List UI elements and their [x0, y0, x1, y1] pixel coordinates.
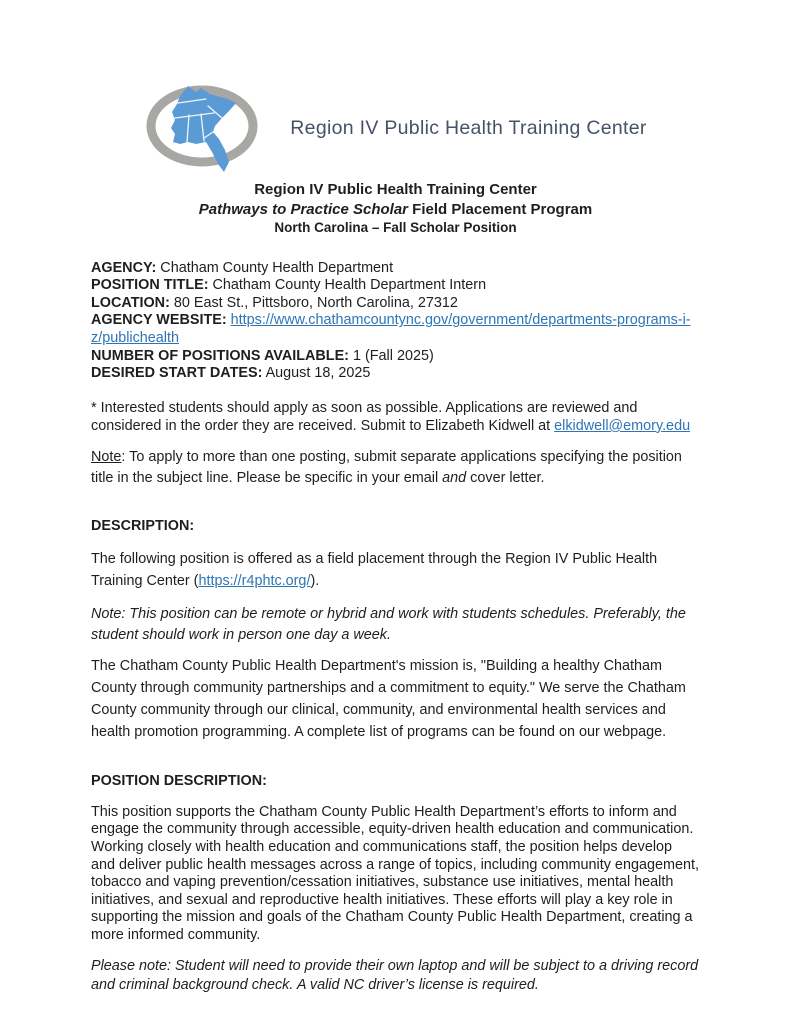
- start-dates-line: [91, 365, 700, 383]
- positions-available-value: 1 (Fall 2025): [348, 347, 434, 364]
- laptop-license-note: Please note: Student will need to provide their own laptop and will be subject to a driving record and criminal background check. A valid NC driver’s license is required.: [91, 958, 699, 993]
- mission-paragraph: The Chatham County Public Health Department's mission is, "Building a healthy Chatham County through community partnerships and a commitment to equity." We serve the Chatham County community through our clinical, community, and environmental health services and health promotion programming. A complete list of programs can be found on our webpage.: [91, 658, 686, 740]
- description-heading: DESCRIPTION:: [91, 518, 195, 535]
- position-title-value: Chatham County Health Department Intern: [208, 277, 487, 294]
- multiple-postings-note: [91, 447, 700, 489]
- apply-instructions-text: * Interested students should apply as soon as possible. Applications are reviewed and considered in the order they are received. Submit to Elizabeth Kidwell at: [91, 400, 638, 434]
- r4phtc-link[interactable]: https://r4phtc.org/: [198, 572, 311, 589]
- description-intro: [91, 549, 700, 591]
- title-program-name: Pathways to Practice Scholar: [198, 200, 409, 218]
- document-title-block: [0, 180, 791, 237]
- multiple-postings-text-1: : To apply to more than one posting, submit separate applications specifying the position title in the subject line. Please be specific in your email: [91, 448, 682, 486]
- start-dates-label: DESIRED START DATES:: [91, 365, 263, 382]
- title-program-rest: Field Placement Program: [408, 200, 593, 218]
- agency-value: Chatham County Health Department: [156, 259, 394, 276]
- positions-available-label: NUMBER OF POSITIONS AVAILABLE:: [91, 347, 349, 364]
- agency-label: AGENCY:: [91, 259, 157, 276]
- positions-available-line: [91, 348, 700, 366]
- position-details: [91, 260, 700, 383]
- description-intro-text-1: The following position is offered as a field placement through the Region IV Public Health Training Center (: [91, 551, 658, 589]
- title-line-3: North Carolina – Fall Scholar Position: [274, 220, 517, 235]
- multiple-postings-text-2: cover letter.: [466, 469, 545, 486]
- region-iv-map-icon: [144, 82, 278, 174]
- location-line: [91, 295, 700, 313]
- description-intro-text-2: ).: [310, 572, 320, 589]
- apply-instructions: [91, 400, 700, 436]
- logo: [0, 0, 791, 174]
- position-title-line: [91, 277, 700, 295]
- email-link[interactable]: elkidwell@emory.edu: [554, 417, 691, 434]
- start-dates-value: August 18, 2025: [262, 365, 371, 382]
- position-title-label: POSITION TITLE:: [91, 277, 209, 294]
- position-description-paragraph: This position supports the Chatham County Public Health Department’s efforts to inform and engage the community through accessible, equity-driven health education and communication. Working closely with health education and communications staff, the position helps develop and deliver public health messages across a range of topics, including community engagement, tobacco and vaping prevention/cessation initiatives, substance use initiatives, mental health initiatives, and sexual and reproductive health initiatives. These efforts will play a key role in supporting the mission and goals of the Chatham County Public Health Department, creating a more informed community.: [91, 803, 699, 943]
- position-description-heading: POSITION DESCRIPTION:: [91, 772, 267, 789]
- remote-hybrid-note: Note: This position can be remote or hybrid and work with students schedules. Preferably, the student should work in person one day a week.: [91, 605, 686, 643]
- agency-line: [91, 260, 700, 278]
- agency-website-label: AGENCY WEBSITE:: [91, 312, 227, 329]
- location-label: LOCATION:: [91, 294, 170, 311]
- title-line-2: [0, 200, 791, 220]
- and-word: and: [442, 469, 467, 486]
- document-body: [0, 260, 791, 994]
- logo-text: Region IV Public Health Training Center: [290, 116, 647, 139]
- agency-website-link[interactable]: https://www.chathamcountync.gov/government/departments-programs-i-z/publichealth: [91, 312, 691, 347]
- title-line-1: Region IV Public Health Training Center: [254, 181, 537, 198]
- location-value: 80 East St., Pittsboro, North Carolina, 27312: [169, 294, 458, 311]
- note-word: Note: [91, 448, 122, 465]
- agency-website-line: [91, 312, 700, 347]
